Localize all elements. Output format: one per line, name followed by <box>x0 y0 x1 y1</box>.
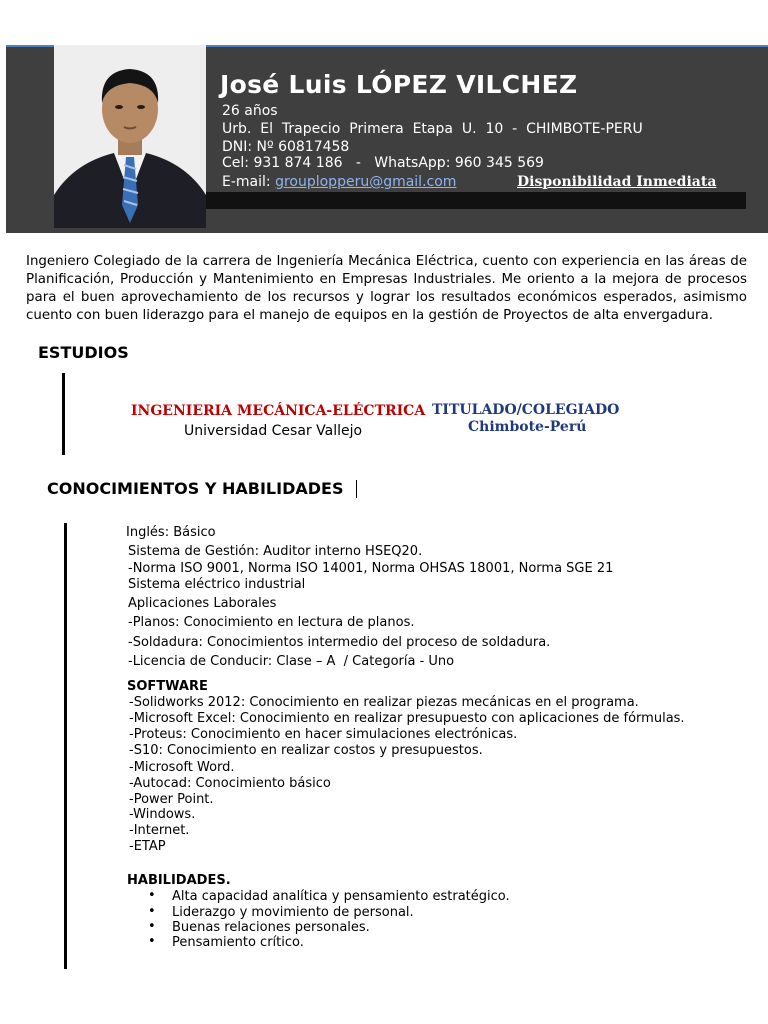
software-item: -Windows. <box>129 807 196 822</box>
header-dark-strip <box>206 192 746 209</box>
profile-photo <box>54 45 206 228</box>
software-item: -S10: Conocimiento en realizar costos y presupuestos. <box>129 743 483 758</box>
phones: Cel: 931 874 186 - WhatsApp: 960 345 569 <box>222 155 544 171</box>
software-heading: SOFTWARE <box>127 679 208 694</box>
professional-summary: Ingeniero Colegiado de la carrera de Ingeniería Mecánica Eléctrica, cuento con experiencia en las áreas de Planificación, Producción y Mantenimiento en Empresas Industriales. Me oriento a la mejora de procesos para el buen aprovechamiento de los recursos y lograr los resultados económicos esperados, asimismo cuento con buen liderazgo para el manejo de equipos en la gestión de Proyectos de alta envergadura. <box>26 254 747 323</box>
degree-title: INGENIERIA MECÁNICA-ELÉCTRICA <box>131 403 426 419</box>
availability-note: Disponibilidad Inmediata <box>517 174 717 190</box>
skill-line: -Licencia de Conducir: Clase – A / Categoría - Uno <box>128 654 455 669</box>
studies-divider <box>62 373 65 455</box>
skill-line: Aplicaciones Laborales <box>128 596 277 611</box>
software-item: -Proteus: Conocimiento en hacer simulaciones electrónicas. <box>129 727 518 742</box>
bullet-icon: • <box>148 934 156 949</box>
title-place: Chimbote-Perú <box>468 419 587 435</box>
text-cursor <box>356 480 357 498</box>
skill-line: Inglés: Básico <box>126 525 216 540</box>
software-item: -Internet. <box>129 823 190 838</box>
email-link[interactable]: grouplopperu@gmail.com <box>275 174 457 190</box>
software-item: -Microsoft Word. <box>129 760 235 775</box>
title-status: TITULADO/COLEGIADO <box>432 402 620 418</box>
candidate-name: José Luis LÓPEZ VILCHEZ <box>220 70 578 99</box>
address: Urb. El Trapecio Primera Etapa U. 10 - CHIMBOTE-PERU <box>222 121 643 137</box>
software-item: -Autocad: Conocimiento básico <box>129 776 331 791</box>
software-item: -Microsoft Excel: Conocimiento en realizar presupuesto con aplicaciones de fórmulas. <box>129 711 685 726</box>
ability-item: Liderazgo y movimiento de personal. <box>172 905 414 920</box>
ability-item: Buenas relaciones personales. <box>172 920 370 935</box>
software-item: -Solidworks 2012: Conocimiento en realizar piezas mecánicas en el programa. <box>129 695 639 710</box>
skill-line: -Norma ISO 9001, Norma ISO 14001, Norma OHSAS 18001, Norma SGE 21 <box>128 561 614 576</box>
abilities-heading: HABILIDADES. <box>127 873 231 888</box>
email-label: E-mail: <box>222 174 276 190</box>
skill-line: Sistema de Gestión: Auditor interno HSEQ20. <box>128 544 423 559</box>
skill-line: -Soldadura: Conocimientos intermedio del proceso de soldadura. <box>128 635 551 650</box>
dni: DNI: Nº 60817458 <box>222 139 350 155</box>
software-item: -Power Point. <box>129 792 214 807</box>
skills-heading: CONOCIMIENTOS Y HABILIDADES <box>47 479 344 498</box>
bullet-icon: • <box>148 904 156 919</box>
skill-line: Sistema eléctrico industrial <box>128 577 306 592</box>
ability-item: Pensamiento crítico. <box>172 935 304 950</box>
skills-divider <box>64 523 67 969</box>
software-item: -ETAP <box>129 839 166 854</box>
email-line <box>222 174 456 190</box>
bullet-icon: • <box>148 919 156 934</box>
ability-item: Alta capacidad analítica y pensamiento estratégico. <box>172 889 510 904</box>
studies-heading: ESTUDIOS <box>38 343 129 362</box>
age: 26 años <box>222 103 278 119</box>
skill-line: -Planos: Conocimiento en lectura de planos. <box>128 615 415 630</box>
bullet-icon: • <box>148 888 156 903</box>
university-name: Universidad Cesar Vallejo <box>184 423 363 439</box>
